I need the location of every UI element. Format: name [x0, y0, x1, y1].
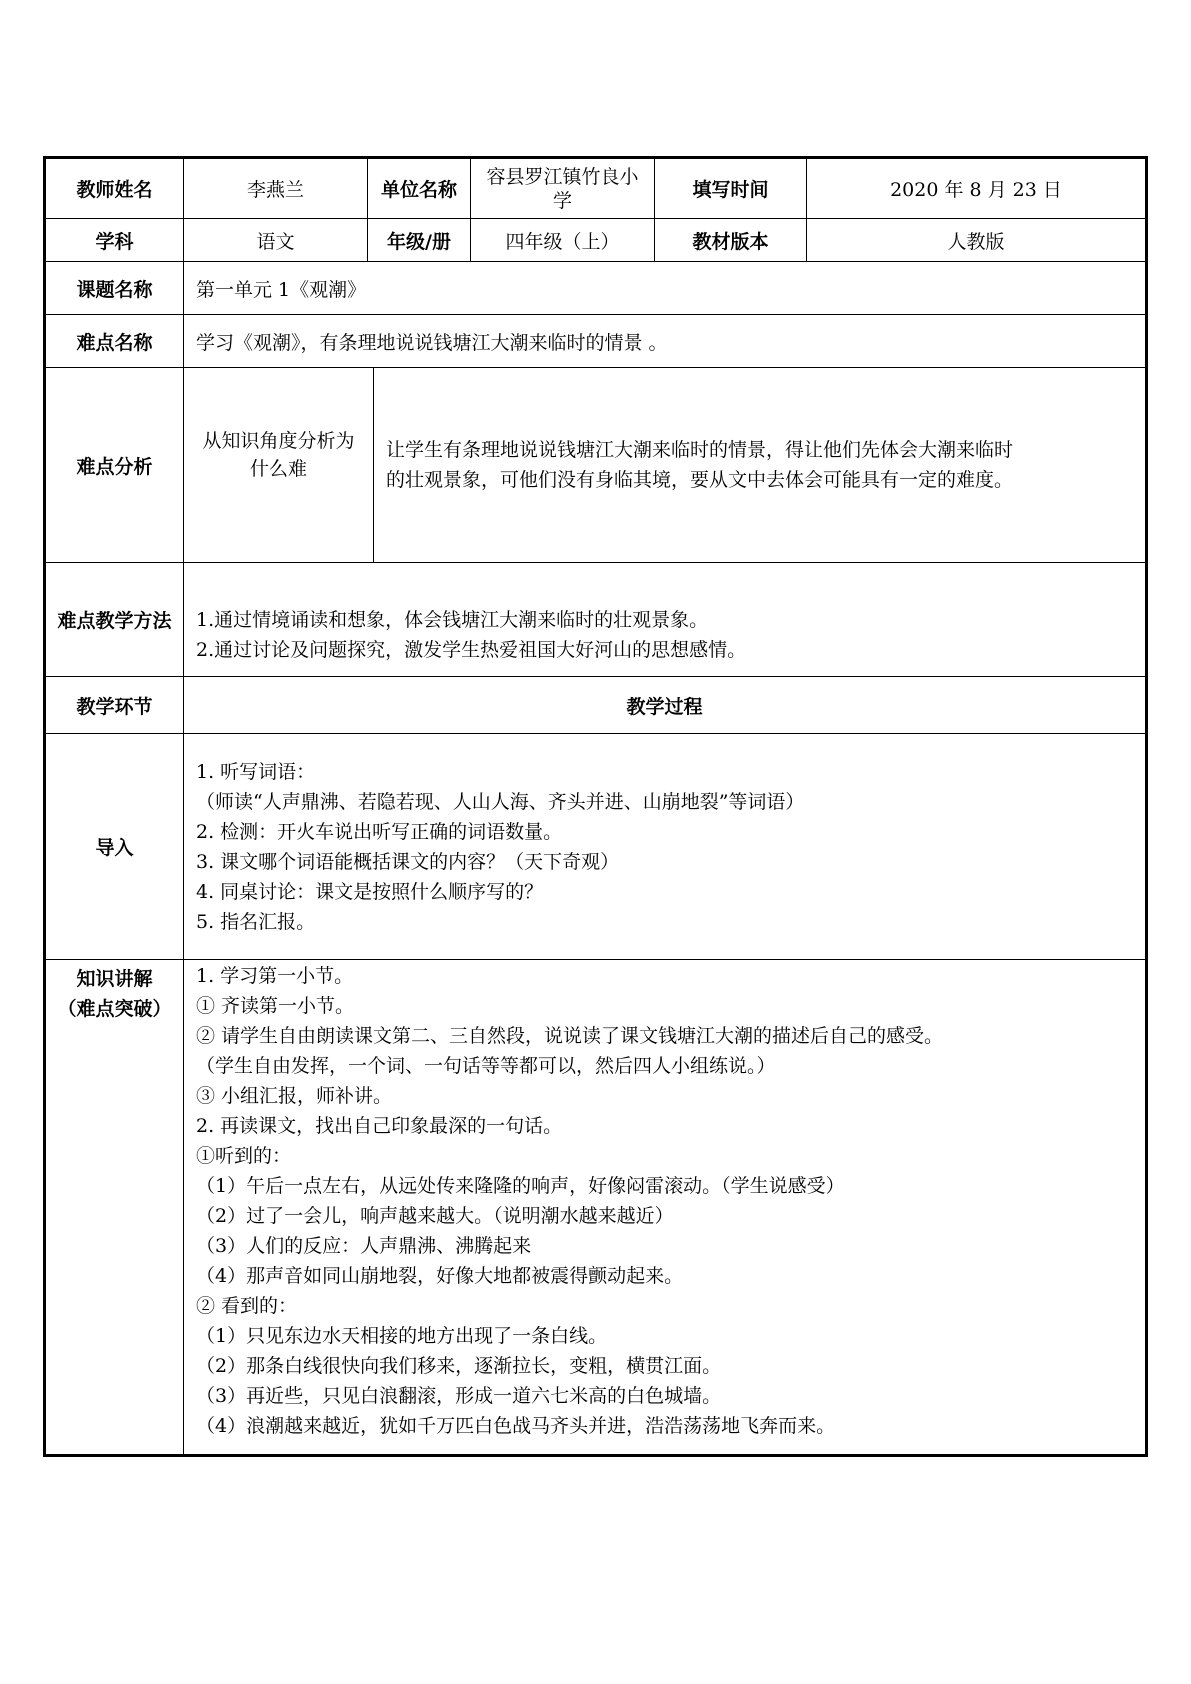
knowledge-line: ③ 小组汇报，师补讲。 — [196, 1085, 393, 1107]
difficulty-value: 学习《观潮》，有条理地说说钱塘江大潮来临时的情景 。 — [184, 315, 1147, 368]
knowledge-label-line2: （难点突破） — [57, 998, 172, 1020]
knowledge-line: ①听到的： — [196, 1145, 292, 1167]
process-header: 教学过程 — [184, 677, 1147, 734]
intro-line: 2. 检测：开火车说出听写正确的词语数量。 — [196, 820, 563, 843]
grade-label: 年级/册 — [368, 219, 471, 262]
topic-label: 课题名称 — [45, 262, 184, 315]
unit-name-line1: 容县罗江镇竹良小 — [486, 165, 639, 188]
knowledge-line: （1）只见东边水天相接的地方出现了一条白线。 — [196, 1325, 608, 1347]
knowledge-line: ① 齐读第一小节。 — [196, 995, 355, 1017]
knowledge-line: （学生自由发挥，一个词、一句话等等都可以，然后四人小组练说。） — [196, 1055, 776, 1077]
fill-date-label: 填写时间 — [655, 158, 807, 219]
intro-content — [184, 734, 1147, 960]
knowledge-line: 1. 学习第一小节。 — [196, 965, 354, 987]
subject-label: 学科 — [45, 219, 184, 262]
method-label: 难点教学方法 — [45, 563, 184, 677]
analysis-cell — [184, 368, 1147, 563]
knowledge-line: （3）人们的反应：人声鼎沸、沸腾起来 — [196, 1235, 532, 1257]
lesson-plan-table — [43, 156, 1148, 1457]
analysis-text-line2: 的壮观景象，可他们没有身临其境，要从文中去体会可能具有一定的难度。 — [386, 469, 1014, 491]
analysis-sub-label-line1: 从知识角度分析为 — [202, 430, 355, 452]
knowledge-content — [184, 960, 1147, 1456]
topic-value: 第一单元 1《观潮》 — [184, 262, 1147, 315]
knowledge-line: （1）午后一点左右，从远处传来隆隆的响声，好像闷雷滚动。（学生说感受） — [196, 1175, 845, 1197]
knowledge-line: （3）再近些，只见白浪翻滚，形成一道六七米高的白色城墙。 — [196, 1385, 722, 1407]
unit-name-label: 单位名称 — [368, 158, 471, 219]
teacher-name-value: 李燕兰 — [184, 158, 368, 219]
fill-date-value: 2020 年 8 月 23 日 — [807, 158, 1147, 219]
intro-label: 导入 — [45, 734, 184, 960]
teacher-name-label: 教师姓名 — [45, 158, 184, 219]
intro-line: 4. 同桌讨论：课文是按照什么顺序写的？ — [196, 880, 544, 903]
unit-name-value — [471, 158, 655, 219]
knowledge-line: （4）浪潮越来越近，犹如千万匹白色战马齐头并进，浩浩荡荡地飞奔而来。 — [196, 1415, 836, 1437]
process-step-label: 教学环节 — [45, 677, 184, 734]
knowledge-line: （4）那声音如同山崩地裂，好像大地都被震得颤动起来。 — [196, 1265, 684, 1287]
intro-line: （师读“人声鼎沸、若隐若现、人山人海、齐头并进、山崩地裂”等词语） — [196, 790, 805, 813]
edition-label: 教材版本 — [655, 219, 807, 262]
knowledge-line: ② 请学生自由朗读课文第二、三自然段，说说读了课文钱塘江大潮的描述后自己的感受。 — [196, 1025, 944, 1047]
difficulty-label: 难点名称 — [45, 315, 184, 368]
lesson-plan-page — [43, 156, 1145, 1457]
knowledge-label-line1: 知识讲解 — [76, 968, 153, 990]
unit-name-line2: 学 — [552, 189, 572, 212]
subject-value: 语文 — [184, 219, 368, 262]
knowledge-line: ② 看到的： — [196, 1295, 298, 1317]
analysis-sub-label — [184, 368, 374, 562]
method-value — [184, 563, 1147, 677]
analysis-text-line1: 让学生有条理地说说钱塘江大潮来临时的情景，得让他们先体会大潮来临时 — [386, 439, 1014, 461]
grade-value: 四年级（上） — [471, 219, 655, 262]
intro-line: 5. 指名汇报。 — [196, 910, 316, 933]
intro-line: 3. 课文哪个词语能概括课文的内容？（天下奇观） — [196, 850, 620, 873]
knowledge-line: 2. 再读课文，找出自己印象最深的一句话。 — [196, 1115, 563, 1137]
analysis-sub-label-line2: 什么难 — [249, 458, 307, 480]
knowledge-label — [45, 960, 184, 1456]
method-line: 2.通过讨论及问题探究，激发学生热爱祖国大好河山的思想感情。 — [196, 638, 747, 661]
knowledge-line: （2）那条白线很快向我们移来，逐渐拉长，变粗，横贯江面。 — [196, 1355, 722, 1377]
knowledge-line: （2）过了一会儿，响声越来越大。（说明潮水越来越近） — [196, 1205, 674, 1227]
analysis-text — [374, 368, 1145, 562]
intro-line: 1. 听写词语： — [196, 760, 316, 783]
method-line: 1.通过情境诵读和想象，体会钱塘江大潮来临时的壮观景象。 — [196, 608, 709, 631]
edition-value: 人教版 — [807, 219, 1147, 262]
analysis-label: 难点分析 — [45, 368, 184, 563]
